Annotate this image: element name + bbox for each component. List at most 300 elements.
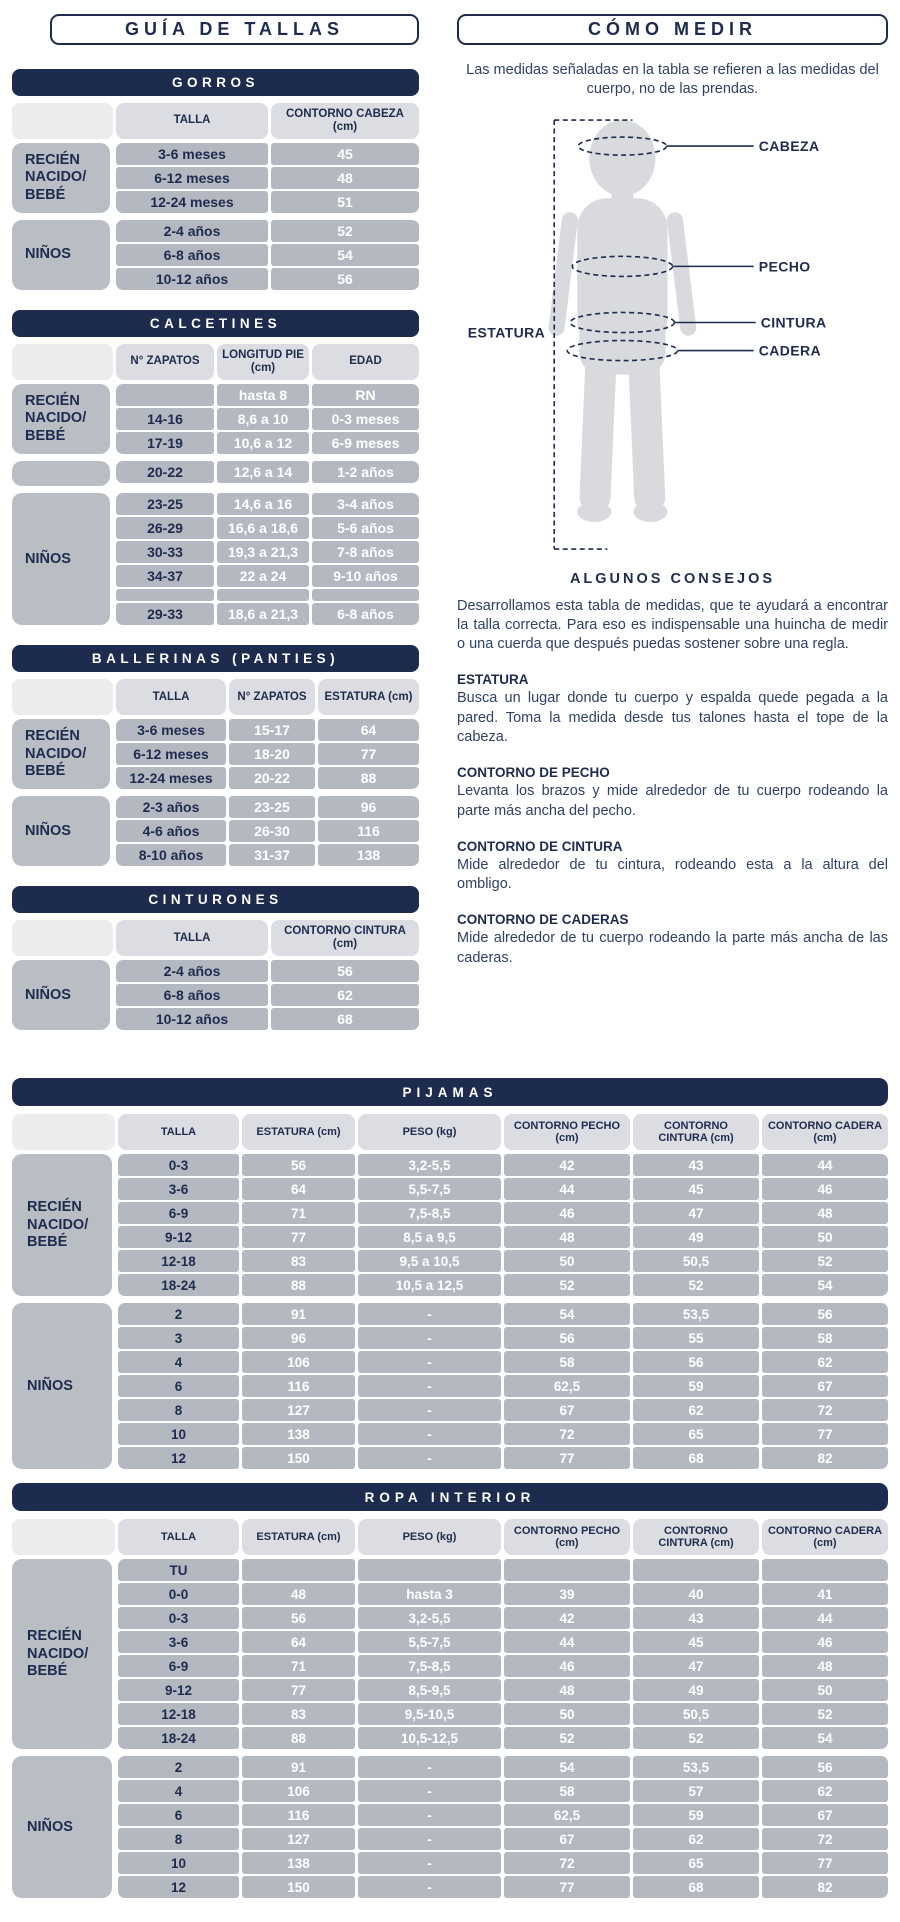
table-data-cell: 83 [242, 1703, 355, 1725]
column-header-cell: TALLA [116, 920, 268, 956]
group-label [12, 461, 110, 486]
table-data-cell: 54 [762, 1274, 888, 1296]
table-data-cell: 6-9 [118, 1655, 239, 1677]
table-data-cell: 65 [633, 1423, 759, 1445]
table-data-cell: 49 [633, 1226, 759, 1248]
table-data-cell: 47 [633, 1202, 759, 1224]
group-gap [12, 791, 419, 794]
column-header-cell: CONTORNO CABEZA (cm) [271, 103, 419, 139]
table-data-cell: 56 [242, 1154, 355, 1176]
table-data-cell: 8 [118, 1828, 239, 1850]
table-data-cell: 116 [318, 820, 419, 842]
table-data-cell: 88 [242, 1727, 355, 1749]
table-data-cell: 45 [633, 1178, 759, 1200]
column-header-cell: CONTORNO CADERA (cm) [762, 1114, 888, 1150]
table-data-cell: 77 [504, 1447, 630, 1469]
table-data-cell: 62,5 [504, 1375, 630, 1397]
column-header-cell: PESO (kg) [358, 1519, 501, 1555]
table-data-cell: 54 [762, 1727, 888, 1749]
cinturones-table [12, 886, 419, 1030]
table-data-cell: 16,6 a 18,6 [217, 517, 309, 539]
size-tables-column [12, 14, 419, 1050]
table-data-cell: 8-10 años [116, 844, 226, 866]
table-data-cell: 12 [118, 1876, 239, 1898]
tip-text: Mide alrededor de tu cintura, rodeando esta a la altura del ombligo. [457, 856, 888, 893]
column-header-cell: TALLA [116, 679, 226, 715]
group-gap [12, 1751, 888, 1754]
table-data-cell: 40 [633, 1583, 759, 1605]
table-data-cell: 77 [242, 1226, 355, 1248]
column-header-cell: LONGITUD PIE (cm) [217, 344, 309, 380]
table-data-cell: 127 [242, 1399, 355, 1421]
group-label: NIÑOS [12, 1303, 112, 1469]
ballerinas-table [12, 645, 419, 866]
table-data-cell: 39 [504, 1583, 630, 1605]
table-data-cell: 44 [504, 1178, 630, 1200]
table-data-cell: - [358, 1447, 501, 1469]
size-table-grid [12, 1519, 888, 1898]
table-data-cell: 62 [762, 1780, 888, 1802]
group-label: RECIÉN NACIDO/ BEBÉ [12, 143, 110, 213]
table-data-cell: 0-3 [118, 1607, 239, 1629]
table-data-cell: 0-0 [118, 1583, 239, 1605]
table-data-cell: 12-18 [118, 1250, 239, 1272]
table-data-cell: 10,5 a 12,5 [358, 1274, 501, 1296]
table-data-cell: 46 [504, 1655, 630, 1677]
table-data-cell: 64 [242, 1178, 355, 1200]
table-data-cell: 43 [633, 1607, 759, 1629]
table-data-cell: RN [312, 384, 419, 406]
body-measurement-diagram [457, 106, 888, 567]
table-data-cell: 3-4 años [312, 493, 419, 515]
table-data-cell: 44 [504, 1631, 630, 1653]
diagram-label-cintura: CINTURA [760, 314, 827, 331]
table-data-cell: 77 [242, 1679, 355, 1701]
table-data-cell: 17-19 [116, 432, 214, 454]
table-corner-cell [12, 1114, 115, 1150]
table-data-cell: 50 [762, 1679, 888, 1701]
table-data-cell: 10,6 a 12 [217, 432, 309, 454]
table-data-cell: 56 [271, 960, 419, 982]
table-data-cell: 62 [633, 1399, 759, 1421]
gorros-table [12, 69, 419, 290]
table-data-cell: 52 [762, 1703, 888, 1725]
table-data-cell: 12-24 meses [116, 191, 268, 213]
table-data-cell: 52 [271, 220, 419, 242]
table-data-cell: - [358, 1351, 501, 1373]
table-data-cell: hasta 3 [358, 1583, 501, 1605]
table-data-cell: 6-9 [118, 1202, 239, 1224]
table-data-cell: 42 [504, 1154, 630, 1176]
table-data-cell: - [358, 1423, 501, 1445]
table-data-cell: 4 [118, 1351, 239, 1373]
table-data-cell: 77 [762, 1423, 888, 1445]
table-data-cell: 72 [762, 1399, 888, 1421]
column-header-cell: PESO (kg) [358, 1114, 501, 1150]
table-data-cell: 3,2-5,5 [358, 1154, 501, 1176]
table-data-cell: 54 [504, 1756, 630, 1778]
table-data-cell: - [358, 1804, 501, 1826]
table-data-cell: 41 [762, 1583, 888, 1605]
table-data-cell: 106 [242, 1351, 355, 1373]
table-data-cell: 68 [633, 1447, 759, 1469]
table-data-cell: 65 [633, 1852, 759, 1874]
table-data-cell [358, 1559, 501, 1581]
table-data-cell: 5,5-7,5 [358, 1178, 501, 1200]
table-data-cell: 23-25 [116, 493, 214, 515]
table-data-cell: 8,5 a 9,5 [358, 1226, 501, 1248]
table-data-cell: TU [118, 1559, 239, 1581]
table-data-cell: 26-30 [229, 820, 315, 842]
table-data-cell: 22 a 24 [217, 565, 309, 587]
table-data-cell: 2-3 años [116, 796, 226, 818]
table-data-cell: 30-33 [116, 541, 214, 563]
size-table-grid [12, 344, 419, 625]
table-data-cell: 68 [271, 1008, 419, 1030]
table-data-cell: 10-12 años [116, 268, 268, 290]
table-data-cell: 10 [118, 1423, 239, 1445]
pijamas-table [12, 1078, 888, 1469]
table-data-cell: 1-2 años [312, 461, 419, 483]
table-data-cell: 19,3 a 21,3 [217, 541, 309, 563]
table-data-cell: 82 [762, 1447, 888, 1469]
table-data-cell: 12 [118, 1447, 239, 1469]
table-data-cell: 62 [633, 1828, 759, 1850]
table-data-cell [312, 589, 419, 601]
table-data-cell: 31-37 [229, 844, 315, 866]
table-corner-cell [12, 1519, 115, 1555]
group-gap [12, 456, 419, 459]
measure-intro-text: Las medidas señaladas en la tabla se refieren a las medidas del cuerpo, no de las prendas. [466, 62, 879, 98]
column-header-cell: ESTATURA (cm) [242, 1519, 355, 1555]
table-data-cell: 6-8 años [312, 603, 419, 625]
table-data-cell: 12,6 a 14 [217, 461, 309, 483]
table-data-cell: - [358, 1756, 501, 1778]
diagram-label-pecho: PECHO [758, 257, 811, 274]
table-data-cell: 62 [271, 984, 419, 1006]
table-data-cell: 44 [762, 1154, 888, 1176]
table-data-cell: 0-3 [118, 1154, 239, 1176]
table-data-cell: 62 [762, 1351, 888, 1373]
section-title-bar: BALLERINAS (PANTIES) [12, 645, 419, 672]
table-data-cell: 50 [504, 1250, 630, 1272]
table-data-cell: 29-33 [116, 603, 214, 625]
table-data-cell: 64 [318, 719, 419, 741]
table-data-cell: 150 [242, 1447, 355, 1469]
table-data-cell: 5,5-7,5 [358, 1631, 501, 1653]
size-table-grid [12, 103, 419, 290]
group-label: RECIÉN NACIDO/ BEBÉ [12, 1559, 112, 1749]
table-data-cell: - [358, 1375, 501, 1397]
table-data-cell [217, 589, 309, 601]
table-data-cell: 48 [242, 1583, 355, 1605]
table-data-cell: 8,6 a 10 [217, 408, 309, 430]
table-data-cell [116, 589, 214, 601]
table-data-cell: 5-6 años [312, 517, 419, 539]
table-data-cell: 18-20 [229, 743, 315, 765]
column-header-cell: N° ZAPATOS [229, 679, 315, 715]
table-data-cell: 56 [271, 268, 419, 290]
table-data-cell: - [358, 1399, 501, 1421]
table-data-cell: 12-24 meses [116, 767, 226, 789]
table-data-cell: 6-8 años [116, 244, 268, 266]
table-data-cell: 47 [633, 1655, 759, 1677]
table-data-cell: 51 [271, 191, 419, 213]
group-label: NIÑOS [12, 220, 110, 290]
group-label: RECIÉN NACIDO/ BEBÉ [12, 1154, 112, 1296]
column-header-cell: TALLA [118, 1114, 239, 1150]
table-data-cell: 3-6 [118, 1631, 239, 1653]
consejos-heading: ALGUNOS CONSEJOS [569, 570, 776, 587]
table-data-cell: 91 [242, 1303, 355, 1325]
table-data-cell: 14,6 a 16 [217, 493, 309, 515]
table-data-cell: 72 [762, 1828, 888, 1850]
table-data-cell: 6 [118, 1375, 239, 1397]
table-data-cell: 9-12 [118, 1679, 239, 1701]
table-data-cell [504, 1559, 630, 1581]
diagram-label-cadera: CADERA [758, 342, 822, 359]
table-corner-cell [12, 679, 113, 715]
table-data-cell: 48 [762, 1202, 888, 1224]
table-data-cell: 34-37 [116, 565, 214, 587]
table-data-cell: 83 [242, 1250, 355, 1272]
table-data-cell: 6-12 meses [116, 743, 226, 765]
table-data-cell: 45 [633, 1631, 759, 1653]
table-data-cell: 53,5 [633, 1756, 759, 1778]
table-data-cell: 52 [633, 1727, 759, 1749]
table-data-cell: 72 [504, 1423, 630, 1445]
table-data-cell: 48 [271, 167, 419, 189]
table-data-cell: 0-3 meses [312, 408, 419, 430]
table-data-cell: 77 [318, 743, 419, 765]
table-data-cell: 58 [504, 1351, 630, 1373]
table-data-cell: 3 [118, 1327, 239, 1349]
como-medir-column [457, 14, 888, 1050]
table-data-cell: 52 [762, 1250, 888, 1272]
table-data-cell: 46 [762, 1178, 888, 1200]
table-data-cell [762, 1559, 888, 1581]
table-data-cell: 7,5-8,5 [358, 1202, 501, 1224]
column-header-cell: CONTORNO CINTURA (cm) [633, 1519, 759, 1555]
size-table-grid [12, 1114, 888, 1469]
tip-text: Busca un lugar donde tu cuerpo y espalda quede pegada a la pared. Toma la medida desde tus talones hasta el tope de la cabeza. [457, 690, 888, 746]
diagram-label-estatura: ESTATURA [467, 324, 546, 341]
table-data-cell: 6-9 meses [312, 432, 419, 454]
table-data-cell: 44 [762, 1607, 888, 1629]
tip-title: CONTORNO DE PECHO [457, 765, 610, 781]
table-data-cell: 88 [318, 767, 419, 789]
table-data-cell: - [358, 1852, 501, 1874]
diagram-label-cabeza: CABEZA [758, 137, 820, 154]
group-gap [12, 1298, 888, 1301]
column-header-cell: ESTATURA (cm) [242, 1114, 355, 1150]
table-data-cell: 59 [633, 1804, 759, 1826]
table-data-cell: 56 [504, 1327, 630, 1349]
column-header-cell: TALLA [118, 1519, 239, 1555]
table-data-cell: 48 [762, 1655, 888, 1677]
column-header-cell: EDAD [312, 344, 419, 380]
group-label: NIÑOS [12, 796, 110, 866]
table-corner-cell [12, 344, 113, 380]
table-data-cell: hasta 8 [217, 384, 309, 406]
table-data-cell: 6 [118, 1804, 239, 1826]
table-data-cell: 18-24 [118, 1727, 239, 1749]
table-data-cell: 57 [633, 1780, 759, 1802]
table-data-cell: 7-8 años [312, 541, 419, 563]
table-data-cell: 6-8 años [116, 984, 268, 1006]
column-header-cell: CONTORNO CINTURA (cm) [271, 920, 419, 956]
table-data-cell: 150 [242, 1876, 355, 1898]
table-data-cell: 50 [762, 1226, 888, 1248]
table-data-cell: 9,5-10,5 [358, 1703, 501, 1725]
group-label: NIÑOS [12, 493, 110, 625]
table-data-cell: 50 [504, 1703, 630, 1725]
table-data-cell: 10-12 años [116, 1008, 268, 1030]
group-gap [12, 215, 419, 218]
table-data-cell: 52 [504, 1727, 630, 1749]
table-data-cell: 15-17 [229, 719, 315, 741]
table-data-cell: 6-12 meses [116, 167, 268, 189]
table-data-cell: 3-6 meses [116, 719, 226, 741]
tip-title: CONTORNO DE CINTURA [457, 838, 623, 854]
table-data-cell: 96 [318, 796, 419, 818]
table-data-cell: 67 [504, 1399, 630, 1421]
table-data-cell: 91 [242, 1756, 355, 1778]
column-header-cell: ESTATURA (cm) [318, 679, 419, 715]
table-data-cell: 64 [242, 1631, 355, 1653]
table-data-cell: 56 [762, 1303, 888, 1325]
child-silhouette-figure [457, 106, 888, 567]
section-title-bar: ROPA INTERIOR [12, 1483, 888, 1511]
table-data-cell: 9-12 [118, 1226, 239, 1248]
table-data-cell: 67 [762, 1375, 888, 1397]
section-title-bar: PIJAMAS [12, 1078, 888, 1106]
table-data-cell: 26-29 [116, 517, 214, 539]
table-data-cell: 55 [633, 1327, 759, 1349]
table-data-cell: 77 [762, 1852, 888, 1874]
tip-contorno-pecho [457, 765, 888, 821]
table-data-cell: 56 [242, 1607, 355, 1629]
size-table-grid [12, 679, 419, 866]
table-data-cell: 52 [633, 1274, 759, 1296]
tip-contorno-caderas [457, 912, 888, 968]
table-data-cell: 68 [633, 1876, 759, 1898]
table-data-cell [633, 1559, 759, 1581]
table-data-cell: 138 [242, 1423, 355, 1445]
table-data-cell: 54 [504, 1303, 630, 1325]
table-data-cell: 49 [633, 1679, 759, 1701]
table-data-cell: 138 [242, 1852, 355, 1874]
table-data-cell: 62,5 [504, 1804, 630, 1826]
table-data-cell: 138 [318, 844, 419, 866]
table-data-cell: 8 [118, 1399, 239, 1421]
table-data-cell: 43 [633, 1154, 759, 1176]
tip-contorno-cintura [457, 839, 888, 895]
ropa-interior-table [12, 1483, 888, 1898]
section-title-bar: CALCETINES [12, 310, 419, 337]
table-data-cell: 20-22 [116, 461, 214, 483]
group-label: NIÑOS [12, 960, 110, 1030]
table-data-cell: 59 [633, 1375, 759, 1397]
table-data-cell: 46 [762, 1631, 888, 1653]
two-column-layout [12, 14, 888, 1050]
table-data-cell: 9,5 a 10,5 [358, 1250, 501, 1272]
table-data-cell: 50,5 [633, 1250, 759, 1272]
table-data-cell: 82 [762, 1876, 888, 1898]
table-data-cell: 58 [762, 1327, 888, 1349]
table-data-cell: 8,5-9,5 [358, 1679, 501, 1701]
table-data-cell: 48 [504, 1226, 630, 1248]
column-header-cell: CONTORNO CADERA (cm) [762, 1519, 888, 1555]
table-data-cell: 67 [504, 1828, 630, 1850]
table-data-cell: 56 [633, 1351, 759, 1373]
table-data-cell: 10 [118, 1852, 239, 1874]
table-data-cell: 4 [118, 1780, 239, 1802]
table-data-cell: - [358, 1327, 501, 1349]
page-title-right: CÓMO MEDIR [457, 14, 888, 45]
table-data-cell: 58 [504, 1780, 630, 1802]
table-data-cell: 50,5 [633, 1703, 759, 1725]
table-data-cell: 54 [271, 244, 419, 266]
table-data-cell: 71 [242, 1655, 355, 1677]
table-data-cell: 72 [504, 1852, 630, 1874]
tip-title: ESTATURA [457, 672, 529, 688]
table-data-cell: 67 [762, 1804, 888, 1826]
table-data-cell: 116 [242, 1804, 355, 1826]
consejos-intro-text: Desarrollamos esta tabla de medidas, que te ayudará a encontrar la talla correcta. Para eso es indispensable una huincha de medir o una cuerda que después puedas sostener sobre una regla. [457, 597, 888, 653]
page-title-left: GUÍA DE TALLAS [50, 14, 419, 45]
table-data-cell: 77 [504, 1876, 630, 1898]
table-data-cell: 3-6 meses [116, 143, 268, 165]
table-data-cell: 3-6 [118, 1178, 239, 1200]
table-data-cell: 2 [118, 1756, 239, 1778]
table-data-cell: - [358, 1828, 501, 1850]
table-data-cell: 42 [504, 1607, 630, 1629]
table-data-cell: 96 [242, 1327, 355, 1349]
full-width-tables [12, 1078, 888, 1898]
table-data-cell: 23-25 [229, 796, 315, 818]
table-data-cell [242, 1559, 355, 1581]
table-data-cell: - [358, 1876, 501, 1898]
table-data-cell: - [358, 1780, 501, 1802]
calcetines-table [12, 310, 419, 625]
table-data-cell: 10,5-12,5 [358, 1727, 501, 1749]
table-data-cell [116, 384, 214, 406]
size-table-grid [12, 920, 419, 1030]
section-title-bar: GORROS [12, 69, 419, 96]
table-data-cell: 9-10 años [312, 565, 419, 587]
column-header-cell: CONTORNO PECHO (cm) [504, 1114, 630, 1150]
table-data-cell: 106 [242, 1780, 355, 1802]
table-data-cell: 48 [504, 1679, 630, 1701]
table-data-cell: 4-6 años [116, 820, 226, 842]
table-data-cell: 18,6 a 21,3 [217, 603, 309, 625]
tip-estatura [457, 672, 888, 747]
table-data-cell: 3,2-5,5 [358, 1607, 501, 1629]
table-data-cell: 12-18 [118, 1703, 239, 1725]
column-header-cell: CONTORNO CINTURA (cm) [633, 1114, 759, 1150]
table-data-cell: 71 [242, 1202, 355, 1224]
table-data-cell: 53,5 [633, 1303, 759, 1325]
table-data-cell: 2-4 años [116, 960, 268, 982]
table-data-cell: 45 [271, 143, 419, 165]
column-header-cell: TALLA [116, 103, 268, 139]
section-title-bar: CINTURONES [12, 886, 419, 913]
group-label: RECIÉN NACIDO/ BEBÉ [12, 719, 110, 789]
table-data-cell: 2 [118, 1303, 239, 1325]
group-label: RECIÉN NACIDO/ BEBÉ [12, 384, 110, 454]
tip-title: CONTORNO DE CADERAS [457, 912, 629, 928]
